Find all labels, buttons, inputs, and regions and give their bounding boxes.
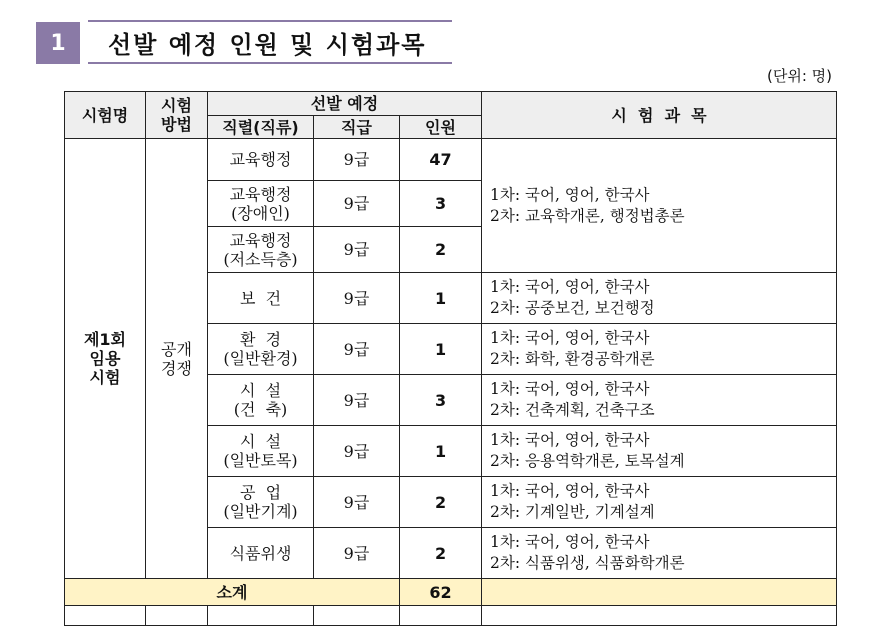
count-cell: 3 [400, 181, 482, 227]
section-title: 선발 예정 인원 및 시험과목 [108, 30, 427, 59]
section-title-box [88, 20, 452, 64]
grade-cell: 9급 [314, 273, 400, 324]
count-cell: 2 [400, 227, 482, 273]
header-exam-method: 시험 방법 [146, 92, 208, 139]
header-job: 직렬(직류) [208, 116, 314, 139]
job-cell: 식품위생 [208, 528, 314, 579]
header-plan: 선발 예정 [208, 92, 482, 116]
exam-name-cell: 제1회 임용 시험 [65, 139, 146, 579]
subjects-cell: 1차: 국어, 영어, 한국사 2차: 응용역학개론, 토목설계 [482, 426, 837, 477]
count-cell: 1 [400, 324, 482, 375]
total-label: 소계 [65, 579, 400, 606]
job-cell: 보 건 [208, 273, 314, 324]
count-cell: 1 [400, 273, 482, 324]
job-cell: 교육행정 [208, 139, 314, 181]
table-row [65, 139, 837, 181]
section-number: 1 [36, 22, 80, 64]
section-header [28, 20, 452, 68]
header-exam-name: 시험명 [65, 92, 146, 139]
grade-cell: 9급 [314, 477, 400, 528]
header-count: 인원 [400, 116, 482, 139]
header-grade: 직급 [314, 116, 400, 139]
grade-cell: 9급 [314, 227, 400, 273]
total-row [65, 579, 837, 606]
count-cell: 47 [400, 139, 482, 181]
subjects-cell: 1차: 국어, 영어, 한국사 2차: 기계일반, 기계설계 [482, 477, 837, 528]
next-row-partial [65, 606, 837, 626]
subjects-cell: 1차: 국어, 영어, 한국사 2차: 교육학개론, 행정법총론 [482, 139, 837, 273]
grade-cell: 9급 [314, 426, 400, 477]
subjects-cell: 1차: 국어, 영어, 한국사 2차: 식품위생, 식품화학개론 [482, 528, 837, 579]
grade-cell: 9급 [314, 375, 400, 426]
job-cell: 교육행정 (저소득층) [208, 227, 314, 273]
count-cell: 3 [400, 375, 482, 426]
job-cell: 환 경 (일반환경) [208, 324, 314, 375]
grade-cell: 9급 [314, 324, 400, 375]
exam-method-cell: 공개 경쟁 [146, 139, 208, 579]
total-subjects-empty [482, 579, 837, 606]
count-cell: 1 [400, 426, 482, 477]
unit-label: (단위: 명) [767, 67, 832, 85]
count-cell: 2 [400, 528, 482, 579]
grade-cell: 9급 [314, 139, 400, 181]
grade-cell: 9급 [314, 181, 400, 227]
total-count: 62 [400, 579, 482, 606]
job-cell: 교육행정 (장애인) [208, 181, 314, 227]
subjects-cell: 1차: 국어, 영어, 한국사 2차: 건축계획, 건축구조 [482, 375, 837, 426]
header-subjects: 시 험 과 목 [482, 92, 837, 139]
job-cell: 시 설 (일반토목) [208, 426, 314, 477]
subjects-cell: 1차: 국어, 영어, 한국사 2차: 화학, 환경공학개론 [482, 324, 837, 375]
subjects-cell: 1차: 국어, 영어, 한국사 2차: 공중보건, 보건행정 [482, 273, 837, 324]
count-cell: 2 [400, 477, 482, 528]
job-cell: 공 업 (일반기계) [208, 477, 314, 528]
job-cell: 시 설 (건 축) [208, 375, 314, 426]
grade-cell: 9급 [314, 528, 400, 579]
recruitment-table [64, 91, 837, 626]
header-row-1 [65, 92, 837, 116]
